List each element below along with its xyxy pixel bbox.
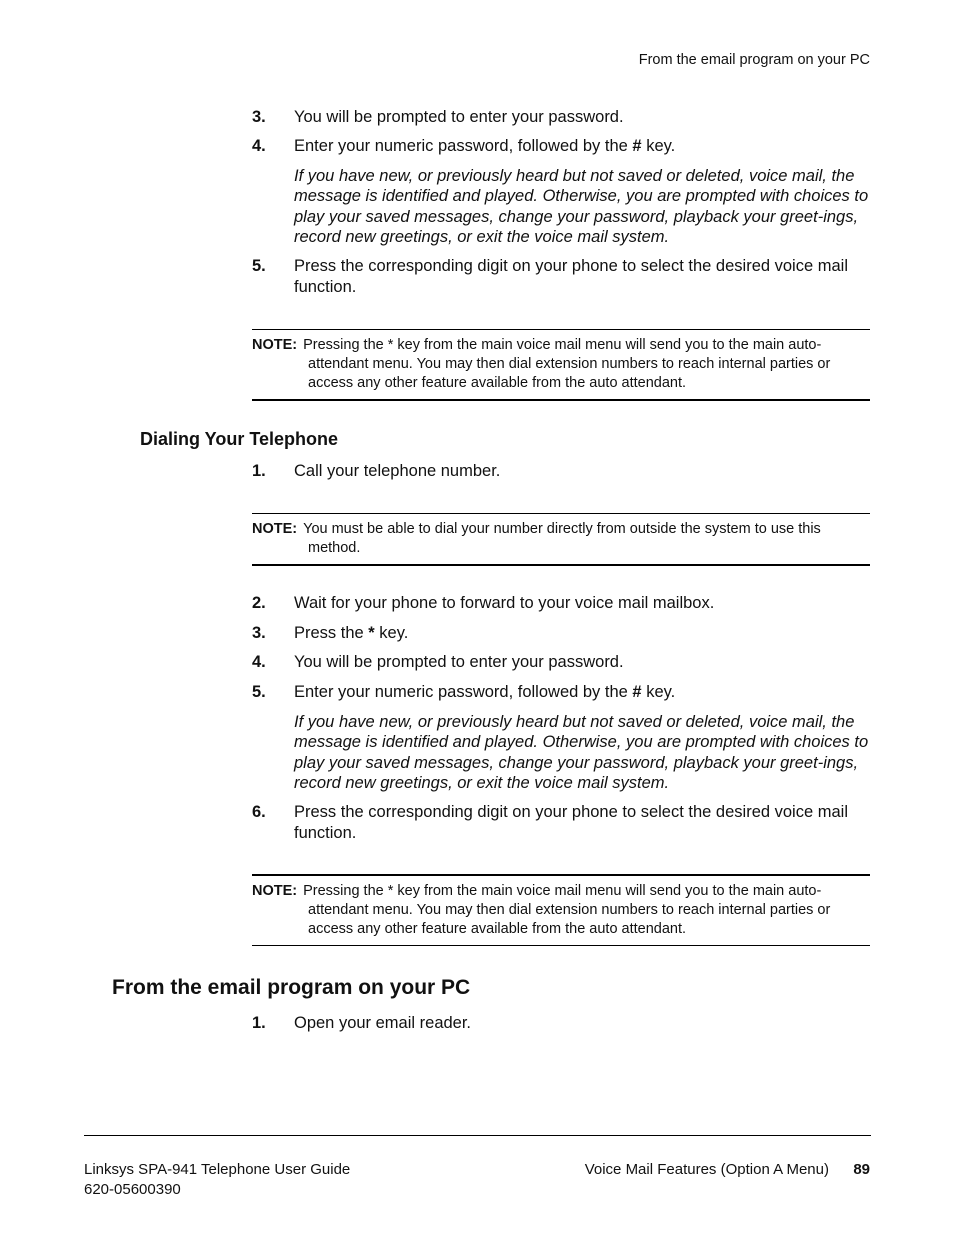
note-label: NOTE: (252, 883, 298, 899)
note-label: NOTE: (252, 337, 298, 353)
dial-step-4 (252, 652, 872, 673)
footer-rule (84, 1135, 871, 1136)
key-symbol: # (632, 137, 642, 155)
page-number: 89 (853, 1161, 870, 1178)
note-text: attendant menu. You may then dial extension numbers to reach internal parties or (308, 902, 831, 918)
step-number: 6. (252, 803, 266, 821)
step-text: Call your telephone number. (294, 462, 501, 480)
step-number: 4. (252, 653, 266, 671)
note-text: method. (308, 540, 361, 556)
note-text: access any other feature available from the auto attendant. (308, 375, 687, 391)
note-box-2 (252, 513, 870, 566)
note-text: Pressing the * key from the main voice mail menu will send you to the main auto- (303, 337, 822, 353)
step-text: Enter your numeric password, followed by the (294, 137, 633, 155)
dial-step-3 (252, 623, 872, 644)
note-label: NOTE: (252, 521, 298, 537)
step-text-line: function. (294, 823, 357, 842)
step-number: 5. (252, 683, 266, 701)
note-box-3 (252, 874, 870, 946)
running-header: From the email program on your PC (638, 52, 870, 68)
email-step-1 (252, 1013, 872, 1034)
step-number: 2. (252, 594, 266, 612)
step-text: You will be prompted to enter your password. (294, 653, 624, 671)
step-text-end: key. (374, 624, 409, 642)
note-rule-bottom (252, 945, 870, 946)
step-text-end: key. (641, 137, 676, 155)
section-heading-email: From the email program on your PC (112, 976, 471, 999)
step-5-top (252, 256, 872, 297)
guide-title: Linksys SPA-941 Telephone User Guide (84, 1161, 351, 1178)
voicemail-description-2: If you have new, or previously heard but not saved or deleted, voice mail, the message is identified and played. Otherwise, you are prompted with choices to play your saved messages, change your password, playback your greet-ings, record new greetings, or exit the voice mail system. (294, 713, 869, 792)
dial-step-6 (252, 802, 872, 843)
step-number: 1. (252, 1014, 266, 1032)
key-symbol: * (368, 624, 375, 642)
step-4-top (252, 136, 872, 157)
note-rule-bottom (252, 399, 870, 401)
footer-left (84, 1160, 350, 1200)
step-text: Press the (294, 624, 369, 642)
step-text: Open your email reader. (294, 1014, 472, 1032)
step-number: 3. (252, 624, 266, 642)
step-number: 5. (252, 257, 266, 275)
note-rule-bottom (252, 564, 870, 566)
step-text-line: function. (294, 277, 357, 296)
step-number: 1. (252, 462, 266, 480)
dial-step-1 (252, 461, 872, 482)
note-text: access any other feature available from the auto attendant. (308, 921, 687, 937)
key-symbol: # (632, 683, 642, 701)
step-text-end: key. (641, 683, 676, 701)
dial-step-5 (252, 682, 872, 703)
voicemail-description-1: If you have new, or previously heard but not saved or deleted, voice mail, the message is identified and played. Otherwise, you are prompted with choices to play your saved messages, change your password, playback your greet-ings, record new greetings, or exit the voice mail system. (294, 167, 869, 246)
step-text: Enter your numeric password, followed by the (294, 683, 633, 701)
step-text-line: Press the corresponding digit on your phone to select the desired voice mail (294, 257, 848, 275)
note-box-1 (252, 329, 870, 401)
note-text: attendant menu. You may then dial extension numbers to reach internal parties or (308, 356, 831, 372)
footer-chapter: Voice Mail Features (Option A Menu) (584, 1161, 829, 1178)
step-text: Wait for your phone to forward to your voice mail mailbox. (294, 594, 715, 612)
note-text: You must be able to dial your number directly from outside the system to use this (303, 521, 821, 537)
step-text: You will be prompted to enter your password. (294, 108, 624, 126)
section-heading-dialing: Dialing Your Telephone (140, 429, 339, 449)
step-text-line: Press the corresponding digit on your phone to select the desired voice mail (294, 803, 848, 821)
step-number: 4. (252, 137, 266, 155)
note-text: Pressing the * key from the main voice mail menu will send you to the main auto- (303, 883, 822, 899)
step-3-top (252, 107, 872, 128)
document-number: 620-05600390 (84, 1181, 181, 1198)
step-number: 3. (252, 108, 266, 126)
dial-step-2 (252, 593, 872, 614)
